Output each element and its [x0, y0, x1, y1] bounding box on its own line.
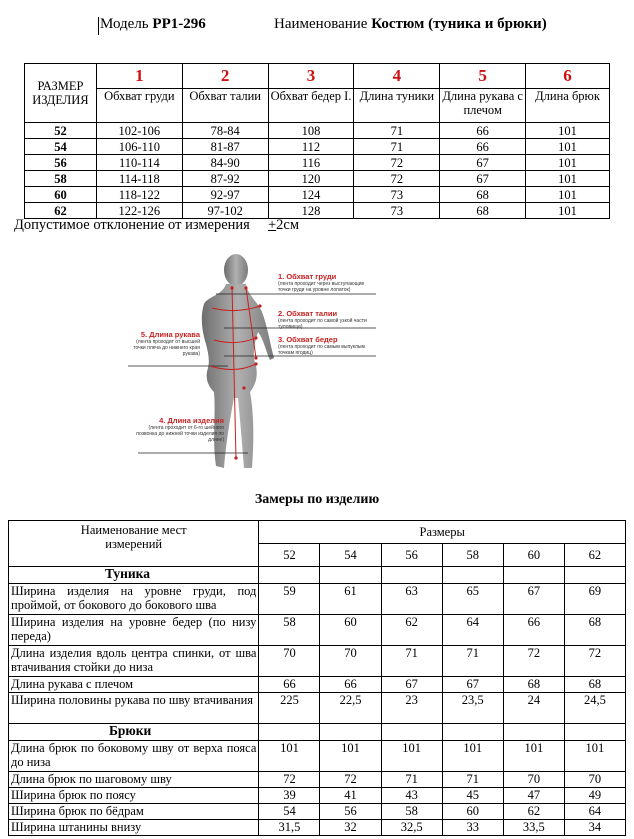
row-label: Ширина штанины внизу: [9, 820, 259, 836]
label-bust: [278, 272, 378, 293]
column-number: 3: [268, 64, 354, 89]
section-row: [9, 567, 626, 584]
table-row: [9, 584, 626, 615]
row-label: Длина изделия вдоль центра спинки, от шва втачивания стойки до низа: [9, 646, 259, 677]
section-pants: Брюки: [9, 724, 259, 741]
column-number: 2: [182, 64, 268, 89]
column-header: Обхват талии: [182, 89, 268, 123]
value-cell: 68: [564, 677, 625, 693]
value-cell: 101: [381, 741, 442, 772]
value-cell: 112: [268, 139, 354, 155]
value-cell: 60: [320, 615, 381, 646]
label-desc: (лента проходит от 6-го шейного позвонка до нижней точки изделия по длине): [136, 425, 224, 443]
table-row: [25, 139, 610, 155]
value-cell: 101: [526, 203, 610, 219]
model-label: Модель: [100, 16, 149, 32]
size-col: 58: [442, 544, 503, 567]
sizes-header: Размеры: [259, 521, 626, 544]
value-cell: 49: [564, 788, 625, 804]
column-number: 5: [440, 64, 526, 89]
table-row: [9, 820, 626, 836]
table-row: [9, 772, 626, 788]
value-cell: 32,5: [381, 820, 442, 836]
value-cell: 70: [564, 772, 625, 788]
value-cell: 62: [381, 615, 442, 646]
value-cell: 24: [503, 693, 564, 724]
value-cell: 225: [259, 693, 320, 724]
value-cell: 31,5: [259, 820, 320, 836]
value-cell: 67: [440, 155, 526, 171]
model-value: PP1-296: [152, 16, 206, 32]
size-cell: 56: [25, 155, 97, 171]
value-cell: 64: [442, 615, 503, 646]
value-cell: 118-122: [96, 187, 182, 203]
value-cell: 66: [320, 677, 381, 693]
column-header: Длина брюк: [526, 89, 610, 123]
section-tunic: Туника: [9, 567, 259, 584]
value-cell: 78-84: [182, 123, 268, 139]
table-row: [25, 155, 610, 171]
value-cell: 72: [259, 772, 320, 788]
label-desc: (лента проходит через выступающие точки груди на уровне лопаток): [278, 281, 365, 293]
table-row: [25, 187, 610, 203]
column-header: Длина туники: [354, 89, 440, 123]
value-cell: 84-90: [182, 155, 268, 171]
value-cell: 87-92: [182, 171, 268, 187]
value-cell: 61: [320, 584, 381, 615]
column-number: 6: [526, 64, 610, 89]
value-cell: 24,5: [564, 693, 625, 724]
tolerance-note: [14, 217, 299, 234]
value-cell: 81-87: [182, 139, 268, 155]
column-number: 4: [354, 64, 440, 89]
value-cell: 101: [503, 741, 564, 772]
value-cell: 33,5: [503, 820, 564, 836]
value-cell: 60: [442, 804, 503, 820]
value-cell: 45: [442, 788, 503, 804]
table-row: [25, 123, 610, 139]
value-cell: 67: [442, 677, 503, 693]
value-cell: 102-106: [96, 123, 182, 139]
value-cell: 73: [354, 203, 440, 219]
value-cell: 56: [320, 804, 381, 820]
value-cell: 43: [381, 788, 442, 804]
name-label: Наименование: [274, 16, 368, 32]
tolerance-value: 2см: [276, 217, 300, 233]
value-cell: 72: [354, 155, 440, 171]
value-cell: 66: [440, 123, 526, 139]
value-cell: 33: [442, 820, 503, 836]
value-cell: 72: [354, 171, 440, 187]
size-col: 52: [259, 544, 320, 567]
value-cell: 116: [268, 155, 354, 171]
value-cell: 71: [442, 646, 503, 677]
value-cell: 71: [354, 139, 440, 155]
size-cell: 54: [25, 139, 97, 155]
value-cell: 68: [503, 677, 564, 693]
table-row: [9, 741, 626, 772]
size-cell: 58: [25, 171, 97, 187]
value-cell: 71: [354, 123, 440, 139]
value-cell: 72: [320, 772, 381, 788]
label-desc: (лента проходит от высшей точки плеча до нижнего края рукава): [133, 339, 200, 357]
label-length: [136, 416, 224, 443]
table-row: [9, 615, 626, 646]
measurements-title: Замеры по изделию: [254, 492, 380, 507]
value-cell: 68: [564, 615, 625, 646]
value-cell: 58: [381, 804, 442, 820]
size-cell: 60: [25, 187, 97, 203]
value-cell: 23: [381, 693, 442, 724]
value-cell: 128: [268, 203, 354, 219]
size-table: [24, 63, 610, 219]
col-header: Наименование мест измерений: [80, 523, 187, 551]
row-label: Длина брюк по шаговому шву: [9, 772, 259, 788]
value-cell: 63: [381, 584, 442, 615]
value-cell: 124: [268, 187, 354, 203]
table-row: [9, 646, 626, 677]
value-cell: 47: [503, 788, 564, 804]
value-cell: 120: [268, 171, 354, 187]
column-number: 1: [96, 64, 182, 89]
table-row: [9, 693, 626, 724]
value-cell: 41: [320, 788, 381, 804]
value-cell: 68: [440, 203, 526, 219]
size-header-cell: [25, 64, 97, 123]
value-cell: 22,5: [320, 693, 381, 724]
row-label: Ширина изделия на уровне бедер (по низу переда): [9, 615, 259, 646]
value-cell: 64: [564, 804, 625, 820]
value-cell: 71: [381, 646, 442, 677]
value-cell: 70: [320, 646, 381, 677]
value-cell: 65: [442, 584, 503, 615]
value-cell: 69: [564, 584, 625, 615]
col-header-cell: [9, 521, 259, 567]
value-cell: 67: [440, 171, 526, 187]
value-cell: 92-97: [182, 187, 268, 203]
row-label: Ширина брюк по поясу: [9, 788, 259, 804]
label-title: 5. Длина рукава: [140, 330, 200, 339]
label-title: 2. Обхват талии: [278, 309, 338, 318]
value-cell: 101: [526, 123, 610, 139]
row-label: Ширина изделия на уровне груди, под проймой, от бокового до бокового шва: [9, 584, 259, 615]
value-cell: 62: [503, 804, 564, 820]
value-cell: 66: [440, 139, 526, 155]
size-col: 54: [320, 544, 381, 567]
value-cell: 101: [259, 741, 320, 772]
label-title: 1. Обхват груди: [278, 272, 337, 281]
value-cell: 114-118: [96, 171, 182, 187]
value-cell: 101: [526, 155, 610, 171]
column-header: Длина рукава с плечом: [440, 89, 526, 123]
value-cell: 101: [526, 171, 610, 187]
size-header-label: РАЗМЕР ИЗДЕЛИЯ: [32, 79, 89, 107]
value-cell: 67: [503, 584, 564, 615]
label-title: 4. Длина изделия: [159, 416, 224, 425]
value-cell: 66: [503, 615, 564, 646]
value-cell: 71: [381, 772, 442, 788]
value-cell: 101: [526, 187, 610, 203]
value-cell: 72: [503, 646, 564, 677]
column-header: Обхват груди: [96, 89, 182, 123]
value-cell: 32: [320, 820, 381, 836]
name-line: [274, 16, 547, 33]
value-cell: 67: [381, 677, 442, 693]
label-desc: (лента проходит по самым выпуклым точкам ягодиц): [278, 344, 365, 356]
value-cell: 59: [259, 584, 320, 615]
size-cell: 62: [25, 203, 97, 219]
value-cell: 101: [564, 741, 625, 772]
value-cell: 108: [268, 123, 354, 139]
model-line: [100, 16, 206, 33]
value-cell: 71: [442, 772, 503, 788]
row-label: Ширина половины рукава по шву втачивания: [9, 693, 259, 724]
measurement-figure: [128, 248, 390, 480]
row-label: Длина брюк по боковому шву от верха пояса до низа: [9, 741, 259, 772]
size-cell: 52: [25, 123, 97, 139]
tolerance-text: Допустимое отклонение от измерения: [14, 217, 250, 233]
measurements-table: [8, 520, 626, 836]
label-hips: [278, 335, 378, 356]
value-cell: 101: [442, 741, 503, 772]
row-label: Длина рукава с плечом: [9, 677, 259, 693]
section-row: [9, 724, 626, 741]
document-header: [0, 0, 634, 40]
value-cell: 101: [526, 139, 610, 155]
text-cursor: [98, 17, 99, 35]
value-cell: 73: [354, 187, 440, 203]
value-cell: 106-110: [96, 139, 182, 155]
value-cell: 34: [564, 820, 625, 836]
value-cell: 122-126: [96, 203, 182, 219]
table-row: [9, 804, 626, 820]
column-header: Обхват бедер I.: [268, 89, 354, 123]
plus-minus-sign: +: [267, 217, 277, 233]
size-col: 62: [564, 544, 625, 567]
name-value: Костюм (туника и брюки): [371, 16, 547, 32]
table-row: [9, 677, 626, 693]
value-cell: 72: [564, 646, 625, 677]
value-cell: 39: [259, 788, 320, 804]
table-row: [25, 171, 610, 187]
value-cell: 23,5: [442, 693, 503, 724]
value-cell: 68: [440, 187, 526, 203]
value-cell: 70: [503, 772, 564, 788]
value-cell: 110-114: [96, 155, 182, 171]
value-cell: 54: [259, 804, 320, 820]
size-col: 60: [503, 544, 564, 567]
label-waist: [278, 309, 378, 330]
label-desc: (лента проходит по самой узкой части туловища): [278, 318, 367, 330]
value-cell: 70: [259, 646, 320, 677]
value-cell: 58: [259, 615, 320, 646]
value-cell: 66: [259, 677, 320, 693]
value-cell: 97-102: [182, 203, 268, 219]
label-sleeve: [128, 330, 200, 357]
value-cell: 101: [320, 741, 381, 772]
label-title: 3. Обхват бедер: [278, 335, 338, 344]
row-label: Ширина брюк по бёдрам: [9, 804, 259, 820]
size-col: 56: [381, 544, 442, 567]
table-row: [9, 788, 626, 804]
